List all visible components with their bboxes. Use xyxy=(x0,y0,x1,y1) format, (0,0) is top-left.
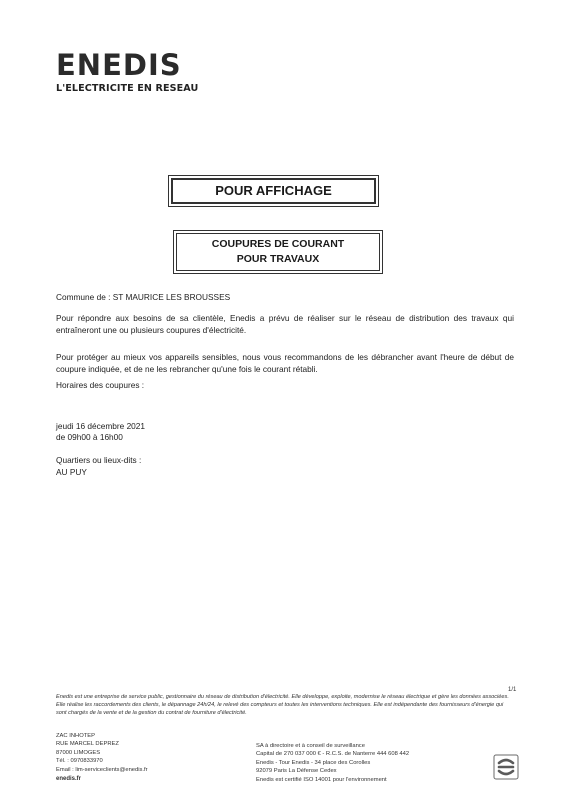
logo-tagline: L'ELECTRICITE EN RESEAU xyxy=(56,83,199,94)
footer-legal-note: Enedis est une entreprise de service public, gestionnaire du réseau de distribution d'électricité. Elle développe, exploite, modernise le réseau électrique et gère les données associées. Elle réalise les raccordements des clients, le dépannage 24h/24, le relevé des compteurs et toutes les interventions techniques. Elle est indépendante des fournisseurs d'énergie qui sont chargés de la vente et de la gestion du contrat de fourniture d'électricité. xyxy=(56,694,509,716)
company-line: SA à directoire et à conseil de surveillance xyxy=(256,743,365,749)
quartiers-label: Quartiers ou lieux-dits : xyxy=(56,455,142,465)
logo-wordmark: ENEDIS xyxy=(56,48,182,82)
horaires-label: Horaires des coupures : xyxy=(56,380,145,390)
company-line: Enedis - Tour Enedis - 34 place des Corolles xyxy=(256,759,371,766)
coupures-title-line2: POUR TRAVAUX xyxy=(236,253,320,265)
address-line: 87000 LIMOGES xyxy=(56,749,101,756)
pour-affichage-title: POUR AFFICHAGE xyxy=(215,183,332,198)
page-number: 1/1 xyxy=(508,687,517,693)
company-line: Capital de 270 037 000 € - R.C.S. de Nanterre 444 608 442 xyxy=(256,751,410,758)
intro-paragraph: Pour répondre aux besoins de sa clientèle, Enedis a prévu de réaliser sur le réseau de distribution des travaux qui entraîneront une ou plusieurs coupures d'électricité. xyxy=(56,313,514,335)
company-line: Enedis est certifié ISO 14001 pour l'environnement xyxy=(256,776,387,783)
commune-line: Commune de : ST MAURICE LES BROUSSES xyxy=(56,292,231,302)
address-block xyxy=(56,732,148,783)
address-line: RUE MARCEL DEPREZ xyxy=(56,741,119,748)
address-line: ZAC INHOTEP xyxy=(56,733,95,739)
company-info-block xyxy=(256,742,409,784)
phone-line: Tél. : 0970833970 xyxy=(56,758,103,765)
outage-date: jeudi 16 décembre 2021 xyxy=(56,421,146,431)
coupures-title-line1: COUPURES DE COURANT xyxy=(211,238,345,250)
pour-affichage-box xyxy=(171,178,376,204)
recommendation-paragraph: Pour protéger au mieux vos appareils sensibles, nous vous recommandons de les débrancher avant l'heure de début de coupure indiquée, et de ne les rebrancher qu'une fois le courant rétabli. xyxy=(56,352,514,374)
outage-time: de 09h00 à 16h00 xyxy=(56,432,123,442)
email-line: Email : lim-serviceclients@enedis.fr xyxy=(56,766,148,773)
coupures-title-box xyxy=(176,233,380,271)
enedis-emblem-icon xyxy=(493,754,519,780)
website-link[interactable]: enedis.fr xyxy=(56,776,82,783)
quartier-value: AU PUY xyxy=(56,467,87,477)
enedis-logo xyxy=(56,48,199,94)
company-line: 92079 Paris La Défense Cedex xyxy=(256,768,337,775)
